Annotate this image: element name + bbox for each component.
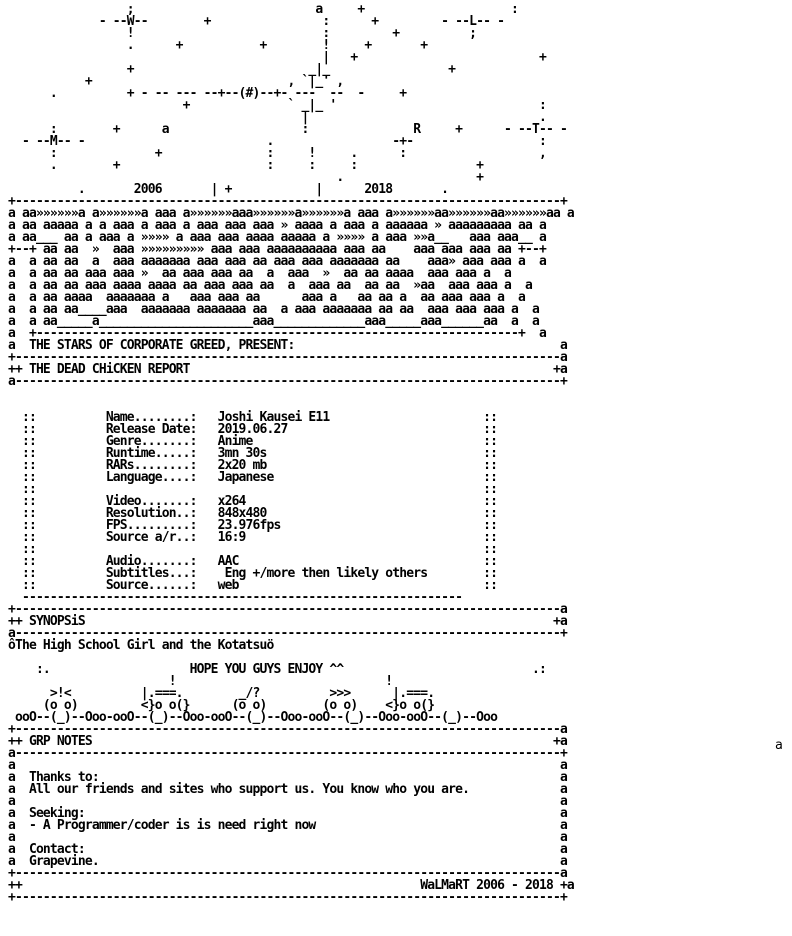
stray-character: a — [775, 738, 783, 753]
nfo-document: ; a + : - --W-- + : + - --L-- - ! : + ; . + + ! + + | + + + _|_ + + , `|_' , . + - -- --- --+--(#)--+- --- -- - + + ` _|_ ' : | . : + a : R + - --T-- - - --M-- - . -+- : : + : ! . : , . + : : : + . + . 2006 | + | 2018 . +------------------------------------------------------------------------------+ a aa»»»»»»a a»»»»»»a aaa a»»»»»»aaa»»»»»»a»»»»»»a aaa a»»»»»»aa»»»»»»aa»»»»»»aa a a aa aaaaa a a aaa a aaa a aaa aaa aaa » aaaa a aaa a aaaaaa » aaaaaaaaa aa a a aa___ aa a aaa a »»»» a aaa aaa aaaa aaaaa a »»»» a aaa »»a__ aaa aaa__ a +--+ aa aa » aaa »»»»»»»»» aaa aaa aaaaaaaaaa aaa aa aaa aaa aaa aa +--+ a a aa aa a aaa aaaaaaa aaa aaa aa aaa aaa aaaaaaa aa aaa» aaa aaa a a a a aa aa aaa aaa » aa aaa aaa aa a aaa » aa aa aaaa aaa aaa a a a a aa aa aaa aaaa aaaa aa aaa aaa aa a aaa aa aa aa »aa aaa aaa a a a a aa aaaa aaaaaaa a aaa aaa aa aaa a aa aa a aa aaa aaa a a a a aa aa____aaa aaaaaaa aaaaaaa aa a aaa aaaaaaa aa aa aaa aaa aaa a a a a aa_____a______________________aaa_____________aaa_____aaa______aa a a a +---------------------------------------------------------------------+ a a THE STARS OF CORPORATE GREED, PRESENT: a +------------------------------------------------------------------------------a ++ THE DEAD CHiCKEN REPORT +a a------------------------------------------------------------------------------+ :: Name........: Joshi Kausei E11 :: :: Release Date: 2019.06.27 :: :: Genre.......: Anime :: :: Runtime.....: 3mn 30s :: :: RARs........: 2x20 mb :: :: Language....: Japanese :: :: :: :: Video.......: x264 :: :: Resolution..: 848x480 :: :: FPS.........: 23.976fps :: :: Source a/r..: 16:9 :: :: :: :: Audio.......: AAC :: :: Subtitles...: Eng +/more then likely others :: :: Source......: web :: --------------------------------------------------------------- +------------------------------------------------------------------------------a ++ SYNOPSiS +a a------------------------------------------------------------------------------+ ôThe High School Girl and the Kotatsuö :. HOPE YOU GUYS ENJOY ^^ .: ! ! >!< |.===. _/? >>> |.===. (o o) <}o o(} (o o) (o o) <}o o(} ooO--(_)--Ooo-ooO--(_)--Ooo-ooO--(_)--Ooo-ooO--(_)--Ooo-ooO--(_)--Ooo +------------------------------------------------------------------------------a ++ GRP NOTES +a a------------------------------------------------------------------------------+ a a a Thanks to: a a All our friends and sites who support us. You know who you are. a a a a Seeking: a a - A Programmer/coder is is need right now a a a a Contact: a a Grapevine. a +------------------------------------------------------------------------------a ++ WaLMaRT 2006 - 2018 +a +------------------------------------------------------------------------------+ — [8, 2, 574, 905]
